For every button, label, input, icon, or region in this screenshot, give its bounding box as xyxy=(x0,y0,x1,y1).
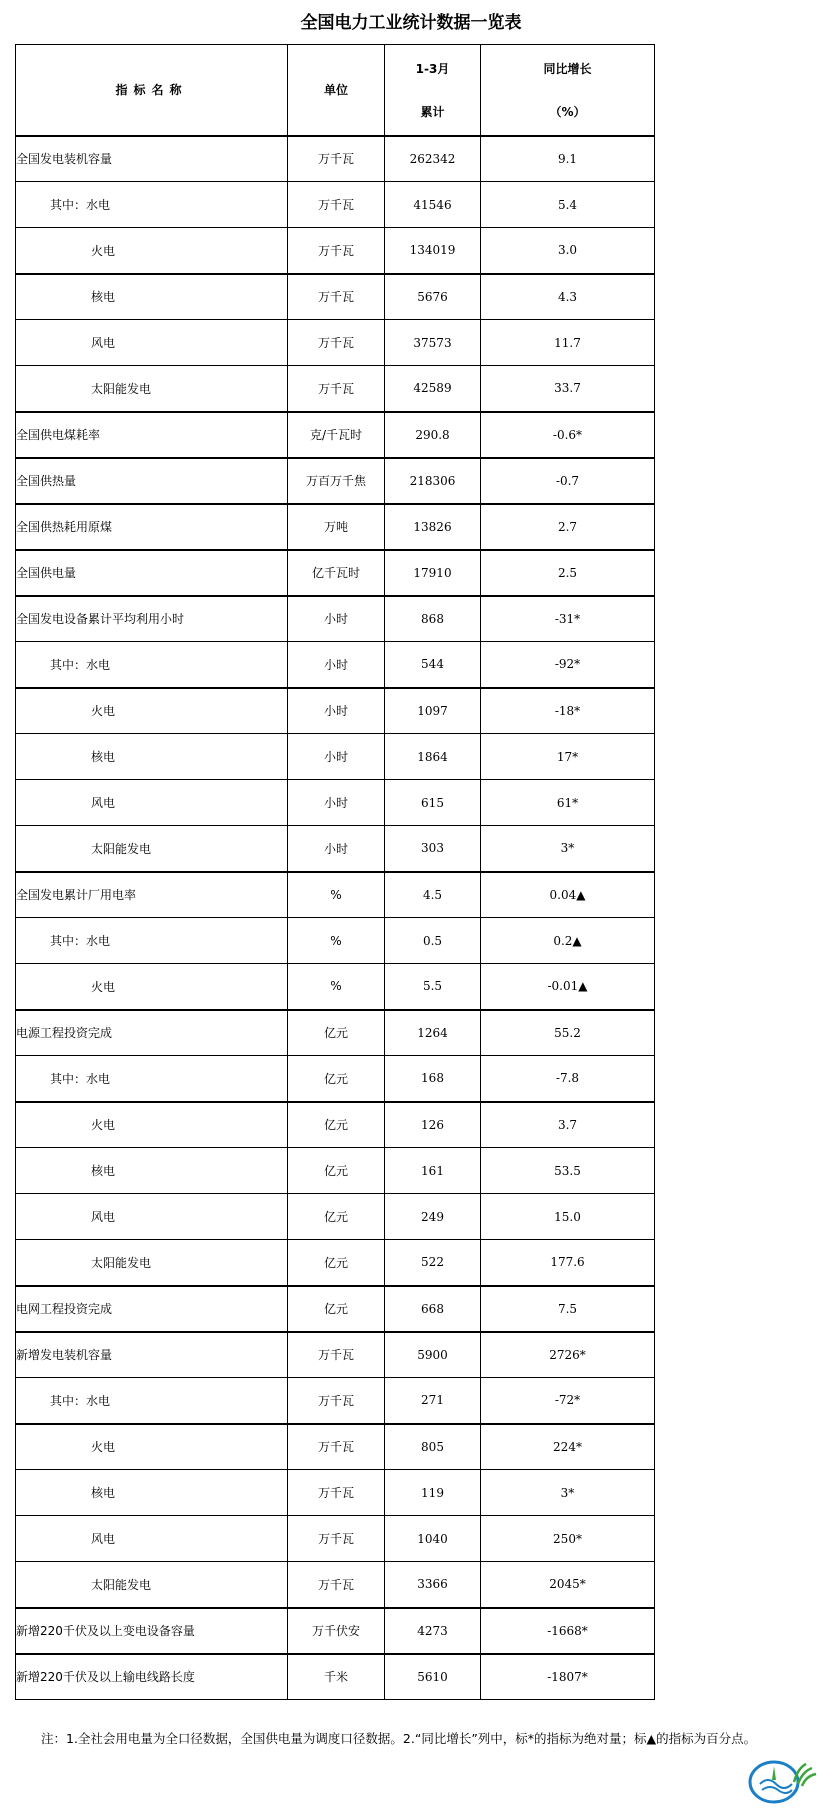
row-name: 太阳能发电 xyxy=(16,826,288,872)
row-value: 161 xyxy=(385,1148,481,1194)
table-row xyxy=(16,872,655,918)
row-value: 303 xyxy=(385,826,481,872)
row-growth: -0.01▲ xyxy=(481,964,655,1010)
header-growth-top: 同比增长 xyxy=(543,61,592,76)
row-growth: 3* xyxy=(481,826,655,872)
row-growth: -0.6* xyxy=(481,412,655,458)
row-growth: 224* xyxy=(481,1424,655,1470)
row-name: 其中：水电 xyxy=(16,1378,288,1424)
row-unit: 克/千瓦时 xyxy=(288,412,385,458)
row-value: 168 xyxy=(385,1056,481,1102)
row-name: 其中：水电 xyxy=(16,918,288,964)
table-row xyxy=(16,1286,655,1332)
row-growth: 2045* xyxy=(481,1562,655,1608)
row-unit: 千米 xyxy=(288,1654,385,1700)
table-row xyxy=(16,1194,655,1240)
row-value: 119 xyxy=(385,1470,481,1516)
row-unit: 万千瓦 xyxy=(288,366,385,412)
header-period-top: 1-3月 xyxy=(415,61,450,76)
row-name: 核电 xyxy=(16,1148,288,1194)
row-value: 544 xyxy=(385,642,481,688)
row-growth: 2726* xyxy=(481,1332,655,1378)
row-value: 262342 xyxy=(385,136,481,182)
row-value: 249 xyxy=(385,1194,481,1240)
row-unit: % xyxy=(288,872,385,918)
row-growth: 3* xyxy=(481,1470,655,1516)
row-unit: 亿元 xyxy=(288,1056,385,1102)
row-unit: 亿元 xyxy=(288,1102,385,1148)
row-name: 电网工程投资完成 xyxy=(16,1286,288,1332)
table-row xyxy=(16,596,655,642)
row-growth: 53.5 xyxy=(481,1148,655,1194)
header-period xyxy=(385,45,481,136)
table-row xyxy=(16,182,655,228)
row-unit: 亿元 xyxy=(288,1240,385,1286)
row-growth: 7.5 xyxy=(481,1286,655,1332)
row-value: 4.5 xyxy=(385,872,481,918)
row-name: 全国发电累计厂用电率 xyxy=(16,872,288,918)
row-unit: 万百万千焦 xyxy=(288,458,385,504)
row-unit: 小时 xyxy=(288,596,385,642)
row-growth: 2.5 xyxy=(481,550,655,596)
table-row xyxy=(16,320,655,366)
row-unit: 万千瓦 xyxy=(288,1424,385,1470)
row-name: 太阳能发电 xyxy=(16,1562,288,1608)
row-unit: 万吨 xyxy=(288,504,385,550)
table-row xyxy=(16,274,655,320)
row-value: 1097 xyxy=(385,688,481,734)
table-row xyxy=(16,504,655,550)
row-value: 1264 xyxy=(385,1010,481,1056)
table-row xyxy=(16,1056,655,1102)
table-row xyxy=(16,1148,655,1194)
row-value: 5610 xyxy=(385,1654,481,1700)
table-row xyxy=(16,458,655,504)
row-unit: 亿元 xyxy=(288,1148,385,1194)
row-name: 新增220千伏及以上变电设备容量 xyxy=(16,1608,288,1654)
row-name: 全国供热耗用原煤 xyxy=(16,504,288,550)
table-row xyxy=(16,780,655,826)
row-value: 17910 xyxy=(385,550,481,596)
row-growth: 11.7 xyxy=(481,320,655,366)
row-value: 1040 xyxy=(385,1516,481,1562)
row-name: 火电 xyxy=(16,1424,288,1470)
row-value: 218306 xyxy=(385,458,481,504)
row-unit: 亿元 xyxy=(288,1286,385,1332)
row-growth: 33.7 xyxy=(481,366,655,412)
row-value: 4273 xyxy=(385,1608,481,1654)
row-growth: 3.0 xyxy=(481,228,655,274)
table-row xyxy=(16,1654,655,1700)
logo-icon xyxy=(748,1760,818,1806)
row-value: 615 xyxy=(385,780,481,826)
row-value: 805 xyxy=(385,1424,481,1470)
row-name: 太阳能发电 xyxy=(16,1240,288,1286)
row-growth: 61* xyxy=(481,780,655,826)
row-name: 电源工程投资完成 xyxy=(16,1010,288,1056)
header-name: 指标名称 xyxy=(16,45,288,136)
header-growth-bottom: （%） xyxy=(549,104,586,119)
header-unit: 单位 xyxy=(288,45,385,136)
row-unit: 万千瓦 xyxy=(288,1516,385,1562)
row-value: 1864 xyxy=(385,734,481,780)
row-unit: 小时 xyxy=(288,826,385,872)
row-name: 全国供热量 xyxy=(16,458,288,504)
row-value: 271 xyxy=(385,1378,481,1424)
row-name: 风电 xyxy=(16,780,288,826)
table-row xyxy=(16,964,655,1010)
row-unit: % xyxy=(288,964,385,1010)
row-name: 其中：水电 xyxy=(16,1056,288,1102)
row-growth: 9.1 xyxy=(481,136,655,182)
row-growth: -1668* xyxy=(481,1608,655,1654)
table-row xyxy=(16,1470,655,1516)
row-value: 126 xyxy=(385,1102,481,1148)
row-value: 5676 xyxy=(385,274,481,320)
row-unit: 万千伏安 xyxy=(288,1608,385,1654)
table-row xyxy=(16,1608,655,1654)
row-growth: 4.3 xyxy=(481,274,655,320)
row-growth: 250* xyxy=(481,1516,655,1562)
row-value: 868 xyxy=(385,596,481,642)
row-name: 全国供电煤耗率 xyxy=(16,412,288,458)
row-name: 其中：水电 xyxy=(16,182,288,228)
table-row xyxy=(16,136,655,182)
row-growth: 15.0 xyxy=(481,1194,655,1240)
row-growth: 177.6 xyxy=(481,1240,655,1286)
row-unit: 万千瓦 xyxy=(288,1562,385,1608)
row-name: 风电 xyxy=(16,320,288,366)
row-name: 其中：水电 xyxy=(16,642,288,688)
row-value: 668 xyxy=(385,1286,481,1332)
row-unit: 小时 xyxy=(288,734,385,780)
table-row xyxy=(16,1240,655,1286)
row-name: 火电 xyxy=(16,1102,288,1148)
table-row xyxy=(16,412,655,458)
row-name: 火电 xyxy=(16,688,288,734)
row-name: 全国发电设备累计平均利用小时 xyxy=(16,596,288,642)
header-period-bottom: 累计 xyxy=(420,104,445,119)
page-title: 全国电力工业统计数据一览表 xyxy=(300,13,522,33)
table-row xyxy=(16,1424,655,1470)
table-row xyxy=(16,1562,655,1608)
row-name: 火电 xyxy=(16,964,288,1010)
row-unit: 万千瓦 xyxy=(288,136,385,182)
row-growth: 0.04▲ xyxy=(481,872,655,918)
row-growth: -72* xyxy=(481,1378,655,1424)
table-row xyxy=(16,1516,655,1562)
table-row xyxy=(16,826,655,872)
row-name: 风电 xyxy=(16,1194,288,1240)
statistics-table xyxy=(15,44,655,1700)
table-row xyxy=(16,642,655,688)
row-growth: -18* xyxy=(481,688,655,734)
row-value: 37573 xyxy=(385,320,481,366)
row-growth: 0.2▲ xyxy=(481,918,655,964)
row-growth: 5.4 xyxy=(481,182,655,228)
row-unit: 万千瓦 xyxy=(288,1332,385,1378)
row-growth: -1807* xyxy=(481,1654,655,1700)
row-value: 3366 xyxy=(385,1562,481,1608)
row-value: 5.5 xyxy=(385,964,481,1010)
row-unit: 小时 xyxy=(288,642,385,688)
row-value: 13826 xyxy=(385,504,481,550)
row-value: 0.5 xyxy=(385,918,481,964)
table-row xyxy=(16,1010,655,1056)
row-name: 全国供电量 xyxy=(16,550,288,596)
table-header-row xyxy=(16,45,655,136)
row-unit: % xyxy=(288,918,385,964)
row-value: 134019 xyxy=(385,228,481,274)
row-name: 新增220千伏及以上输电线路长度 xyxy=(16,1654,288,1700)
row-name: 火电 xyxy=(16,228,288,274)
table-row xyxy=(16,366,655,412)
row-unit: 万千瓦 xyxy=(288,182,385,228)
row-value: 5900 xyxy=(385,1332,481,1378)
row-unit: 万千瓦 xyxy=(288,1378,385,1424)
row-name: 核电 xyxy=(16,734,288,780)
row-value: 42589 xyxy=(385,366,481,412)
row-value: 41546 xyxy=(385,182,481,228)
row-growth: 55.2 xyxy=(481,1010,655,1056)
table-row xyxy=(16,734,655,780)
row-name: 核电 xyxy=(16,274,288,320)
row-unit: 小时 xyxy=(288,780,385,826)
site-logo xyxy=(748,1760,818,1806)
row-unit: 亿千瓦时 xyxy=(288,550,385,596)
table-row xyxy=(16,688,655,734)
row-unit: 亿元 xyxy=(288,1194,385,1240)
row-value: 522 xyxy=(385,1240,481,1286)
table-row xyxy=(16,1378,655,1424)
row-unit: 亿元 xyxy=(288,1010,385,1056)
table-row xyxy=(16,1102,655,1148)
table-row xyxy=(16,550,655,596)
row-unit: 万千瓦 xyxy=(288,320,385,366)
row-name: 新增发电装机容量 xyxy=(16,1332,288,1378)
table-row xyxy=(16,918,655,964)
row-growth: -0.7 xyxy=(481,458,655,504)
row-name: 风电 xyxy=(16,1516,288,1562)
table-row xyxy=(16,228,655,274)
row-name: 太阳能发电 xyxy=(16,366,288,412)
row-growth: 3.7 xyxy=(481,1102,655,1148)
footnote: 注：1.全社会用电量为全口径数据，全国供电量为调度口径数据。2.“同比增长”列中，标*的指标为绝对量；标▲的指标为百分点。 xyxy=(41,1731,757,1746)
table-row xyxy=(16,1332,655,1378)
row-unit: 小时 xyxy=(288,688,385,734)
row-growth: -31* xyxy=(481,596,655,642)
row-unit: 万千瓦 xyxy=(288,228,385,274)
row-growth: 2.7 xyxy=(481,504,655,550)
row-value: 290.8 xyxy=(385,412,481,458)
row-name: 核电 xyxy=(16,1470,288,1516)
header-growth xyxy=(481,45,655,136)
row-unit: 万千瓦 xyxy=(288,1470,385,1516)
row-name: 全国发电装机容量 xyxy=(16,136,288,182)
row-growth: -92* xyxy=(481,642,655,688)
row-growth: -7.8 xyxy=(481,1056,655,1102)
row-growth: 17* xyxy=(481,734,655,780)
row-unit: 万千瓦 xyxy=(288,274,385,320)
